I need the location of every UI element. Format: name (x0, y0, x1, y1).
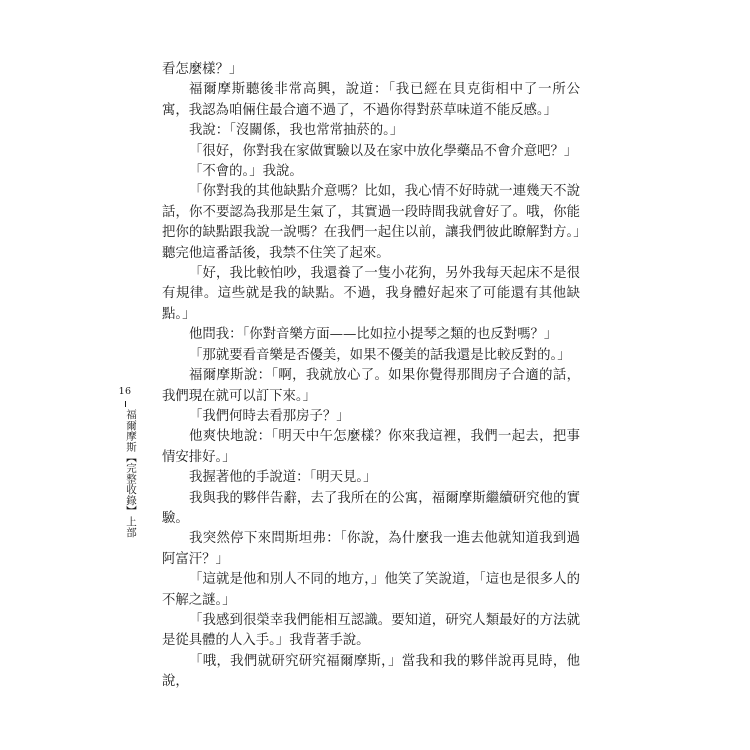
paragraph: 福爾摩斯說：「啊，我就放心了。如果你覺得那間房子合適的話，我們現在就可以訂下來。」 (162, 368, 580, 404)
paragraph: 「好，我比較怕吵，我還養了一隻小花狗，另外我每天起床不是很有規律。這些就是我的缺點。不過，我身體好起來了可能還有其他缺點。」 (162, 266, 580, 322)
running-title: 福爾摩斯【完整收錄】上部 (125, 409, 137, 538)
paragraph: 「你對我的其他缺點介意嗎？比如，我心情不好時就一連幾天不說話，你不要認為我那是生氣了，其實過一段時間我就會好了。哦，你能把你的缺點跟我說一說嗎？在我們一起住以前，讓我們彼此瞭解對方。」聽完他這番話後，我禁不住笑了起來。 (162, 184, 580, 261)
paragraph: 福爾摩斯聽後非常高興，說道：「我已經在貝克街相中了一所公寓，我認為咱倆住最合適不過了，不過你得對菸草味道不能反感。」 (162, 82, 580, 118)
page-number: 16 (118, 386, 132, 397)
paragraph: 我突然停下來問斯坦弗：「你說，為什麼我一進去他就知道我到過阿富汗？」 (162, 531, 580, 567)
paragraph: 「這就是他和別人不同的地方，」他笑了笑說道，「這也是很多人的不解之謎。」 (162, 572, 580, 608)
paragraph: 「我感到很榮幸我們能相互認識。要知道，研究人類最好的方法就是從具體的人入手。」我背著手說。 (162, 612, 580, 649)
paragraph: 「很好，你對我在家做實驗以及在家中放化學藥品不會介意吧？」 (189, 143, 578, 159)
paragraph: 「我們何時去看那房子？」 (189, 408, 350, 424)
paragraph: 「不會的。」我說。 (189, 164, 303, 180)
paragraph: 我說：「沒關係，我也常常抽菸的。」 (189, 123, 404, 139)
paragraph: 他爽快地說：「明天中午怎麼樣？你來我這裡，我們一起去，把事情安排好。」 (162, 429, 580, 465)
margin-rule (125, 401, 126, 407)
paragraph: 他問我：「你對音樂方面——比如拉小提琴之類的也反對嗎？」 (189, 327, 558, 343)
paragraph: 「哦，我們就研究研究福爾摩斯，」當我和我的夥伴說再見時，他說， (162, 653, 580, 690)
paragraph: 我握著他的手說道：「明天見。」 (189, 470, 377, 486)
paragraph: 「那就要看音樂是否優美，如果不優美的話我還是比較反對的。」 (189, 347, 571, 363)
paragraph-continuation: 看怎麼樣？」 (162, 62, 243, 77)
page-body (162, 60, 580, 693)
paragraph: 我與我的夥伴告辭，去了我所在的公寓，福爾摩斯繼續研究他的實驗。 (162, 490, 580, 526)
